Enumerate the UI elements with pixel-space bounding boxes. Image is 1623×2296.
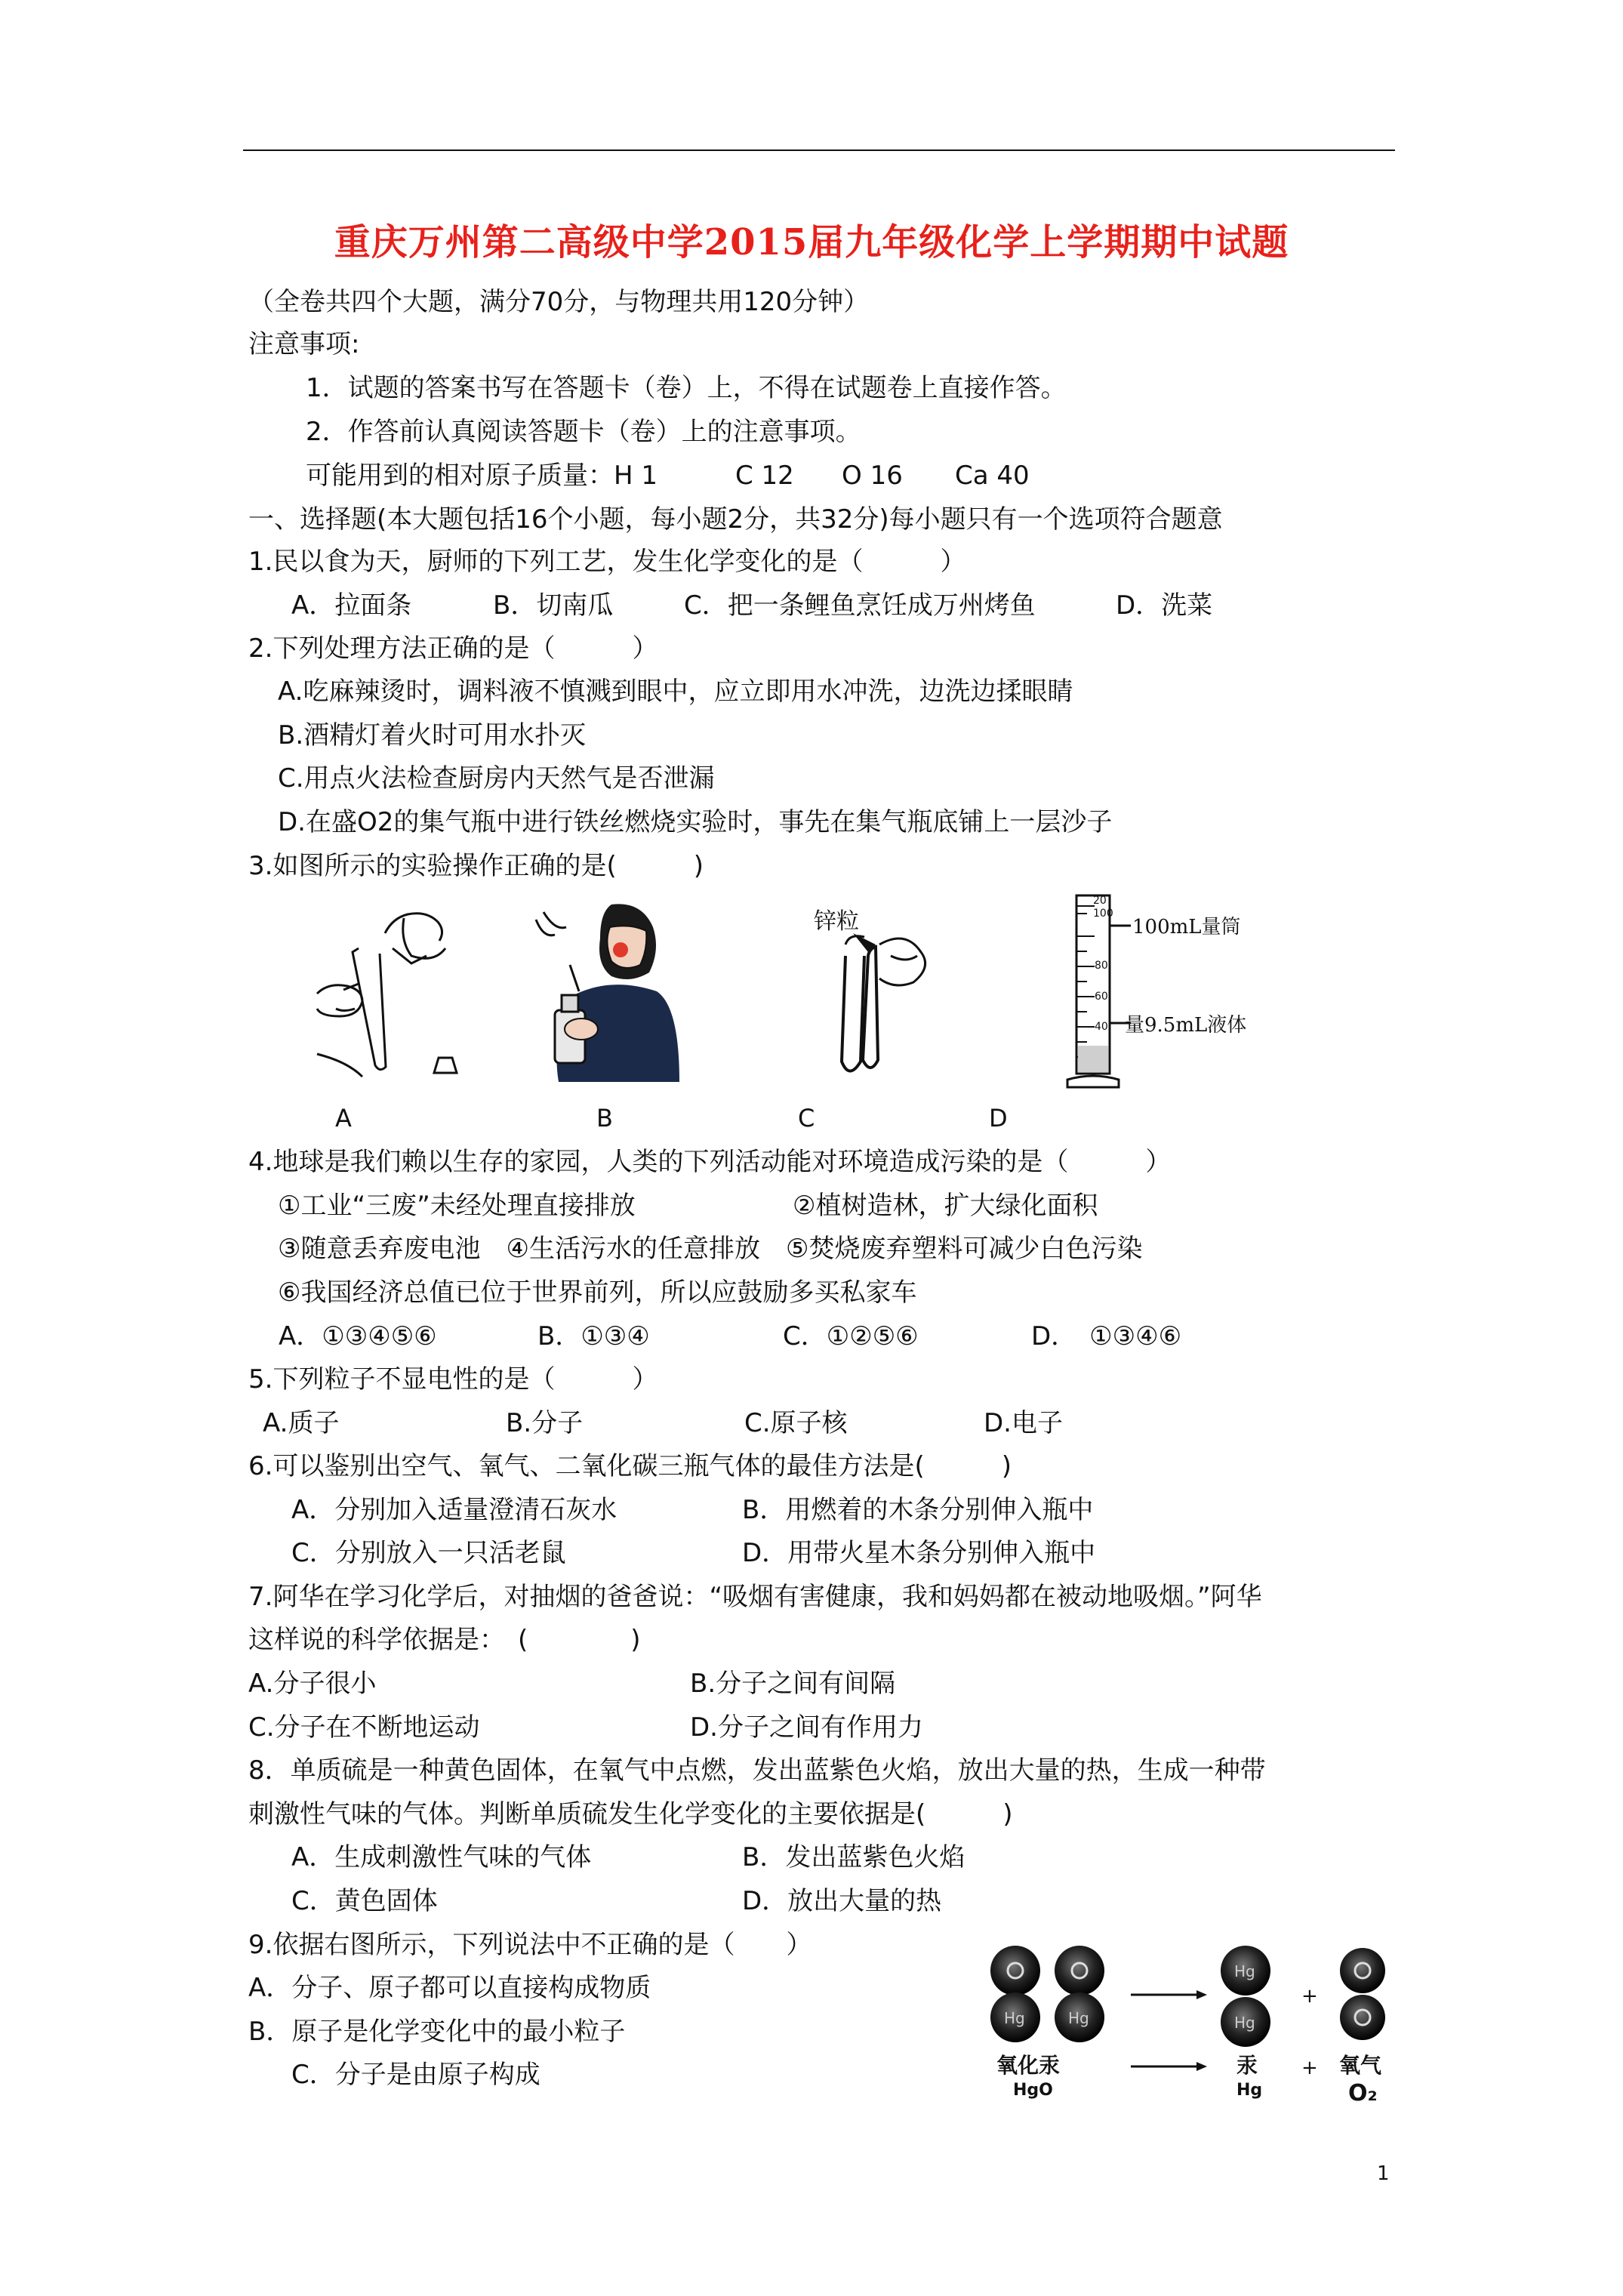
figure-d-tick-top: 20 [1093, 895, 1107, 907]
hg-atom-1-label: Hg [1234, 1962, 1255, 1980]
q7-option-b: B.分子之间有间隔 [690, 1669, 896, 1699]
q3-stem: 3.如图所示的实验操作正确的是( ) [248, 851, 704, 881]
q7-stem-line-2: 这样说的科学依据是： ( ) [248, 1625, 641, 1655]
figure-d-label-cylinder: 100mL量筒 [1132, 916, 1241, 938]
exam-title: 重庆万州第二高级中学2015届九年级化学上学期期中试题 [334, 221, 1289, 264]
figure-label-b: B [596, 1104, 613, 1133]
figure-b-smelling-gas [528, 897, 694, 1086]
figure-label-c: C [798, 1104, 815, 1133]
figure-c-adding-zinc [800, 903, 951, 1084]
figure-a-pouring [313, 903, 464, 1084]
q9-reaction-diagram [981, 1933, 1412, 2114]
atomic-mass-ca: Ca 40 [955, 461, 1030, 491]
q8-option-a: A．生成刺激性气味的气体 [291, 1842, 592, 1872]
product1-name: 汞 [1236, 2053, 1258, 2078]
q9-option-a: A．分子、原子都可以直接构成物质 [248, 1973, 651, 2003]
figure-d-graduated-cylinder [1064, 891, 1306, 1095]
q8-stem-line-2: 刺激性气味的气体。判断单质硫发生化学变化的主要依据是( ) [248, 1799, 1013, 1829]
hgo-2-hg-label: Hg [1068, 2009, 1089, 2027]
q2-stem: 2.下列处理方法正确的是（ ） [248, 633, 658, 664]
q4-option-a: A．①③④⑤⑥ [279, 1321, 437, 1351]
q6-stem: 6.可以鉴别出空气、氧气、二氧化碳三瓶气体的最佳方法是( ) [248, 1451, 1012, 1481]
q7-option-c: C.分子在不断地运动 [248, 1712, 480, 1743]
figure-d-tick-100: 100 [1093, 908, 1113, 920]
q4-stem: 4.地球是我们赖以生存的家园，人类的下列活动能对环境造成污染的是（ ） [248, 1147, 1172, 1177]
reactant-name: 氧化汞 [996, 2053, 1061, 2078]
q2-option-c: C.用点火法检查厨房内天然气是否泄漏 [278, 763, 715, 794]
q7-option-d: D.分子之间有作用力 [690, 1712, 923, 1743]
hg-atoms [1221, 1946, 1270, 2047]
figure-label-d: D [989, 1104, 1008, 1133]
atomic-mass-h: H 1 [614, 461, 658, 491]
q8-stem-line-1: 8．单质硫是一种黄色固体，在氧气中点燃，发出蓝紫色火焰，放出大量的热，生成一种带 [248, 1755, 1266, 1786]
q5-option-d: D.电子 [984, 1408, 1063, 1438]
q2-option-a: A.吃麻辣烫时，调料液不慎溅到眼中，应立即用水冲洗，边洗边揉眼睛 [278, 676, 1073, 707]
o2-molecule [1340, 1948, 1385, 2040]
figure-label-a: A [335, 1104, 352, 1133]
q8-option-b: B．发出蓝紫色火焰 [742, 1842, 965, 1872]
product1-formula: Hg [1236, 2081, 1263, 2100]
header-rule [243, 149, 1395, 151]
note-2: 2．作答前认真阅读答题卡（卷）上的注意事项。 [306, 417, 861, 447]
q1-option-a: A．拉面条 [291, 590, 412, 621]
q5-option-b: B.分子 [506, 1408, 584, 1438]
q9-stem: 9.依据右图所示，下列说法中不正确的是（ ） [248, 1930, 812, 1960]
q9-option-b: B．原子是化学变化中的最小粒子 [248, 2017, 626, 2047]
q8-option-d: D．放出大量的热 [742, 1886, 942, 1916]
q4-item-2: ②植树造林，扩大绿化面积 [793, 1191, 1098, 1221]
atomic-mass-line [306, 461, 658, 491]
q2-option-b: B.酒精灯着火时可用水扑灭 [278, 720, 587, 750]
page-number: 1 [1377, 2162, 1390, 2185]
atomic-mass-label: 可能用到的相对原子质量： [306, 461, 614, 491]
atomic-mass-c: C 12 [735, 461, 794, 491]
plus-sign-bottom: + [1301, 2057, 1318, 2079]
figure-d-tick-40: 40 [1095, 1021, 1108, 1033]
note-1: 1．试题的答案书写在答题卡（卷）上，不得在试题卷上直接作答。 [306, 373, 1067, 403]
q6-option-b: B．用燃着的木条分别伸入瓶中 [742, 1495, 1094, 1525]
hgo-1-hg-label: Hg [1004, 2009, 1025, 2027]
q7-stem-line-1: 7.阿华在学习化学后，对抽烟的爸爸说：“吸烟有害健康，我和妈妈都在被动地吸烟。”阿华 [248, 1582, 1262, 1612]
hgo-molecule-2 [1055, 1946, 1104, 2042]
q6-option-d: D．用带火星木条分别伸入瓶中 [742, 1538, 1096, 1568]
q6-option-c: C．分别放入一只活老鼠 [291, 1538, 566, 1568]
q4-items-3-5: ③随意丢弃废电池 ④生活污水的任意排放 ⑤焚烧废弃塑料可减少白色污染 [278, 1234, 1143, 1264]
product2-formula: O₂ [1348, 2080, 1378, 2106]
q5-option-c: C.原子核 [744, 1408, 848, 1438]
figure-d-tick-60: 60 [1095, 991, 1108, 1003]
q7-option-a: A.分子很小 [248, 1669, 377, 1699]
q5-option-a: A.质子 [263, 1408, 340, 1438]
q1-option-c: C．把一条鲤鱼烹饪成万州烤鱼 [684, 590, 1036, 621]
reactant-formula: HgO [1013, 2081, 1053, 2100]
section-1-heading: 一、选择题(本大题包括16个小题，每小题2分，共32分)每小题只有一个选项符合题意 [248, 504, 1223, 535]
figure-d-label-volume: 量9.5mL液体 [1125, 1014, 1247, 1037]
exam-intro: （全卷共四个大题，满分70分，与物理共用120分钟） [248, 287, 870, 317]
plus-sign-top: + [1301, 1985, 1318, 2008]
q4-item-6: ⑥我国经济总值已位于世界前列，所以应鼓励多买私家车 [278, 1277, 917, 1308]
q6-option-a: A．分别加入适量澄清石灰水 [291, 1495, 617, 1525]
q5-stem: 5.下列粒子不显电性的是（ ） [248, 1364, 658, 1395]
q1-option-d: D．洗菜 [1116, 590, 1213, 621]
hg-atom-2-label: Hg [1234, 2014, 1255, 2032]
q8-option-c: C．黄色固体 [291, 1886, 438, 1916]
figure-c-zinc-label: 锌粒 [814, 908, 859, 935]
q1-stem: 1.民以食为天，厨师的下列工艺，发生化学变化的是（ ） [248, 547, 966, 577]
q4-option-d: D． ①③④⑥ [1031, 1321, 1182, 1351]
q2-option-d: D.在盛O2的集气瓶中进行铁丝燃烧实验时，事先在集气瓶底铺上一层沙子 [278, 807, 1113, 837]
figure-d-tick-80: 80 [1095, 960, 1108, 972]
q4-option-b: B．①③④ [537, 1321, 650, 1351]
q4-option-c: C．①②⑤⑥ [783, 1321, 919, 1351]
q9-option-c: C．分子是由原子构成 [291, 2060, 540, 2090]
atomic-mass-o: O 16 [842, 461, 903, 491]
q4-item-1: ①工业“三废”未经处理直接排放 [278, 1191, 636, 1221]
notes-heading: 注意事项: [248, 329, 360, 359]
product2-name: 氧气 [1339, 2053, 1382, 2078]
hgo-molecule-1 [990, 1946, 1040, 2042]
q1-option-b: B．切南瓜 [493, 590, 614, 621]
